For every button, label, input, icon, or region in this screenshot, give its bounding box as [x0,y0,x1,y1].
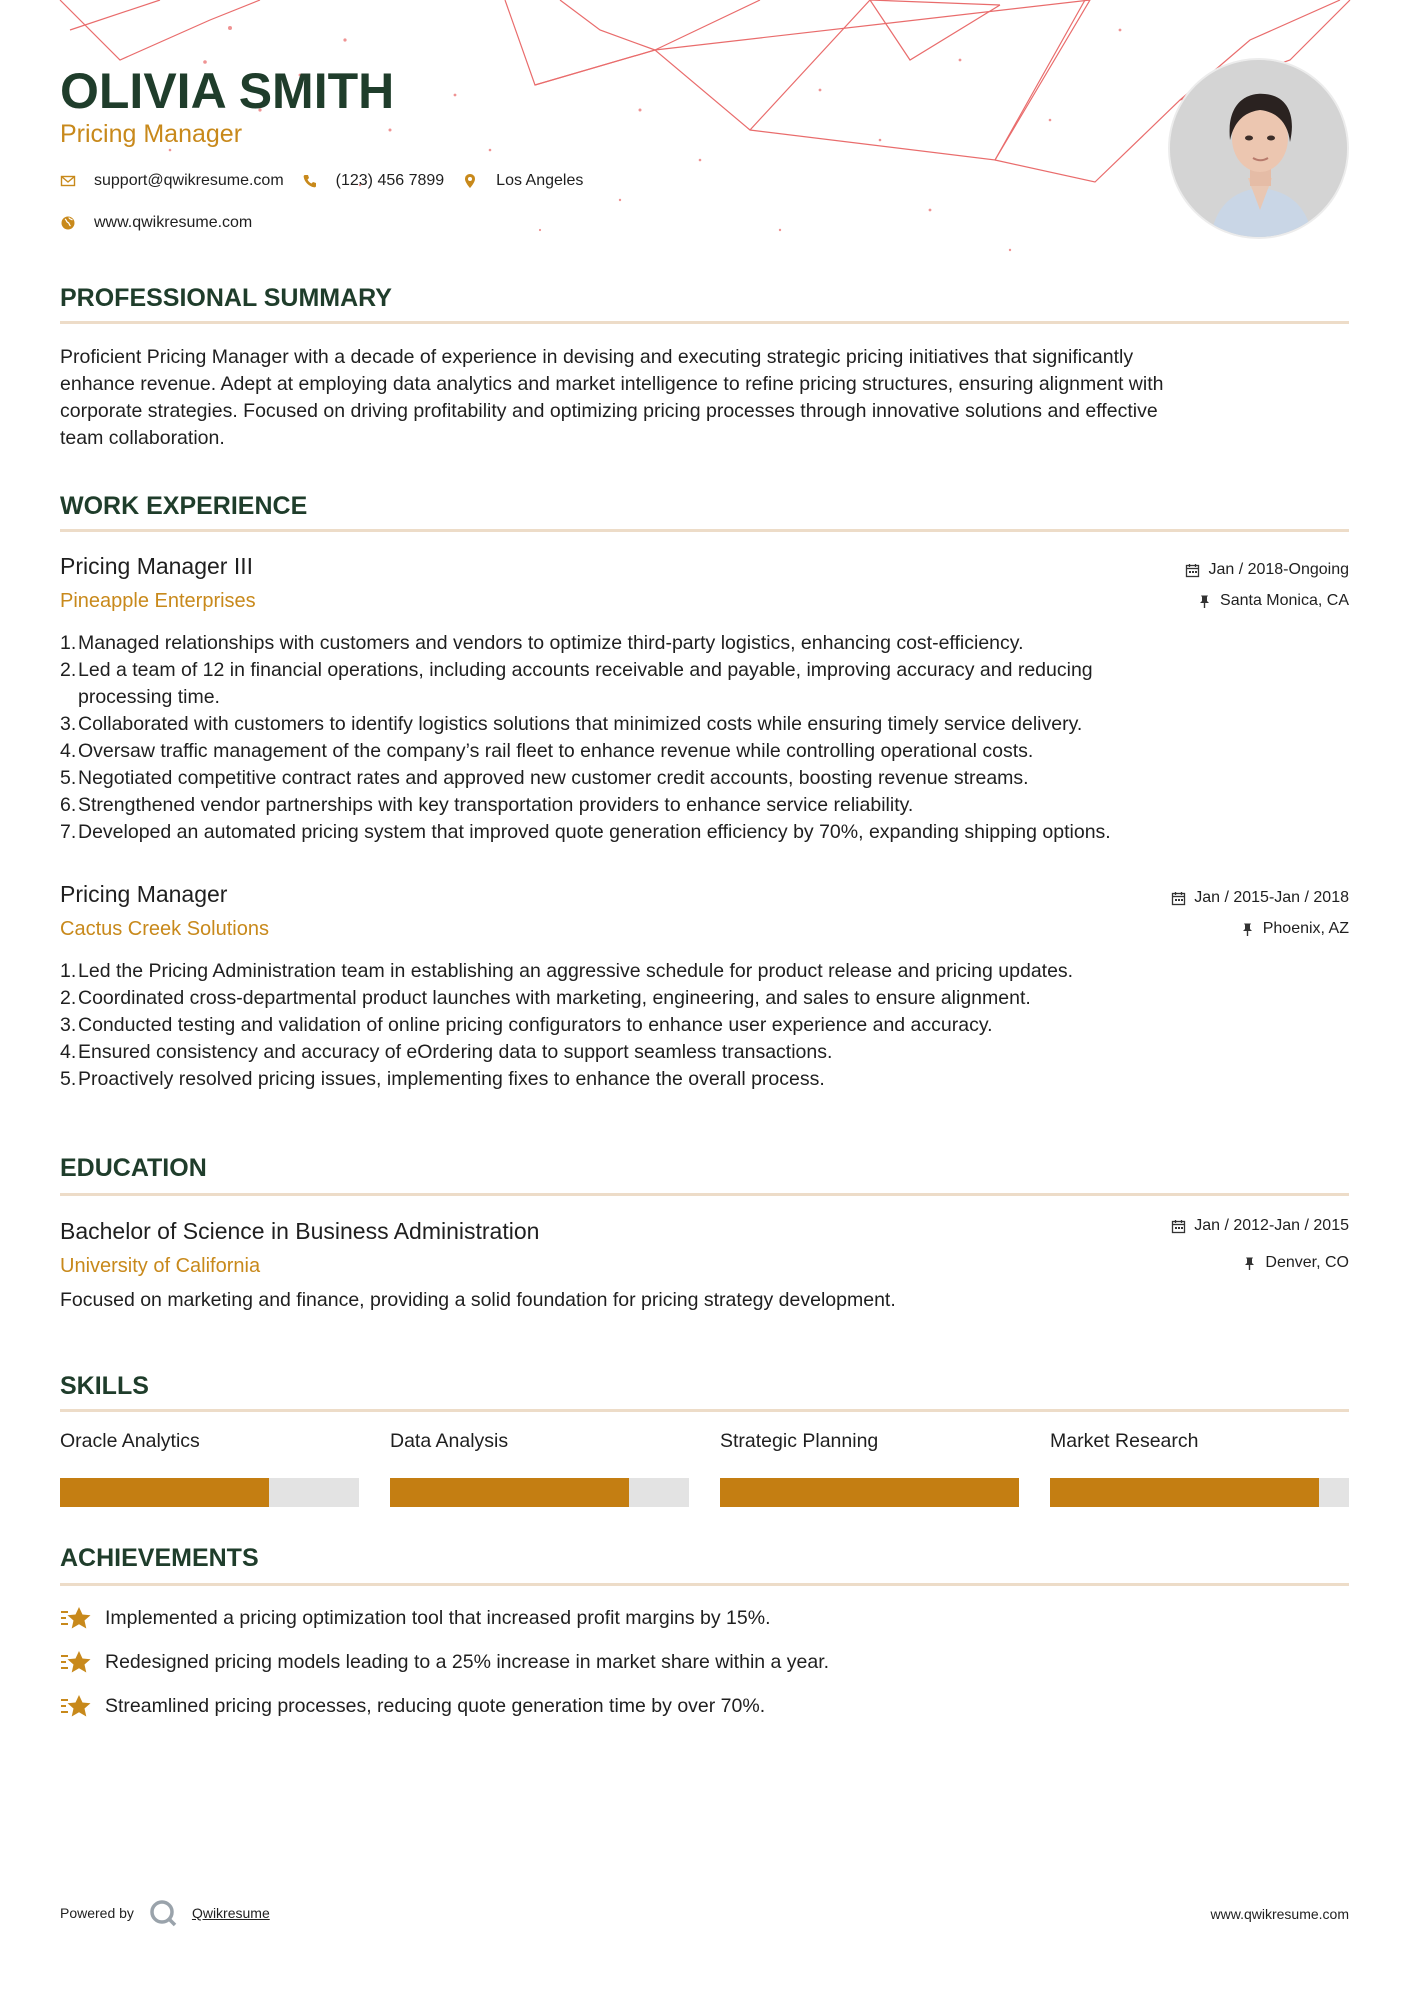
skill-name: Market Research [1050,1430,1199,1452]
list-number: 5. [60,767,77,789]
achievement-item [60,1648,829,1676]
list-text: Developed an automated pricing system that improved quote generation efficiency by 70%, expanding shipping options. [78,821,1111,843]
skill-name: Strategic Planning [720,1430,879,1452]
job-location-text: Phoenix, AZ [1262,920,1349,937]
pushpin-icon [1242,1256,1257,1271]
globe-icon [60,215,76,231]
qwikresume-logo-icon [148,1898,178,1928]
skill-bar-track [1050,1478,1349,1507]
summary-line: Proficient Pricing Manager with a decade of experience in devising and executing strategic pricing initiatives that significantly [60,346,1134,368]
job-location [1197,592,1349,610]
education-dates-text: Jan / 2012-Jan / 2015 [1194,1217,1349,1234]
list-number: 6. [60,794,77,816]
achievement-text: Implemented a pricing optimization tool that increased profit margins by 15%. [105,1606,771,1629]
degree-title: Bachelor of Science in Business Administration [60,1218,540,1244]
achievement-item [60,1604,771,1632]
job-title: Pricing Manager [60,881,228,907]
list-text: Coordinated cross-departmental product launches with marketing, engineering, and sales to ensure alignment. [78,987,1031,1009]
list-text: Negotiated competitive contract rates and approved new customer credit accounts, boosting revenue streams. [78,767,1029,789]
list-item [60,1012,1349,1039]
email-icon [60,173,76,189]
list-number: 1. [60,960,77,982]
list-text: Collaborated with customers to identify logistics solutions that minimized costs while ensuring timely service delivery. [78,713,1083,735]
education-location-text: Denver, CO [1265,1254,1349,1271]
company-name: Pineapple Enterprises [60,590,256,612]
list-item [60,765,1349,792]
education-heading: EDUCATION [60,1154,207,1182]
skill-bar-fill [390,1478,629,1507]
powered-by-label: Powered by [60,1905,134,1921]
star-badge-icon [60,1692,92,1720]
pushpin-icon [1240,922,1255,937]
list-number: 2. [60,659,77,681]
list-number: 5. [60,1068,77,1090]
achievements-divider [60,1583,1349,1586]
experience-divider [60,529,1349,532]
list-text: Strengthened vendor partnerships with key transportation providers to enhance service reliability. [78,794,914,816]
job-location [1240,920,1349,938]
pushpin-icon [1197,594,1212,609]
website-text: www.qwikresume.com [94,214,253,231]
list-item [60,819,1349,846]
summary-divider [60,321,1349,324]
profile-photo-illustration [1170,60,1349,239]
job-title: Pricing Manager III [60,553,254,579]
skill-bar-track [390,1478,689,1507]
list-item [60,1066,1349,1093]
phone-icon [302,173,318,189]
list-text: Managed relationships with customers and vendors to optimize third-party logistics, enhancing cost-efficiency. [78,632,1024,654]
experience-heading: WORK EXPERIENCE [60,492,308,520]
map-pin-icon [462,173,478,189]
calendar-icon [1185,563,1200,578]
list-item [60,711,1349,738]
skill-bar-fill [1050,1478,1319,1507]
job-location-text: Santa Monica, CA [1220,592,1349,609]
summary-text [60,344,1349,452]
job-dates [1185,561,1349,579]
achievements-heading: ACHIEVEMENTS [60,1544,259,1572]
list-number [60,684,78,711]
skills-divider [60,1409,1349,1412]
list-number: 1. [60,632,77,654]
email-text: support@qwikresume.com [94,172,284,189]
education-dates [1171,1217,1349,1235]
education-description: Focused on marketing and finance, providing a solid foundation for pricing strategy development. [60,1289,896,1311]
skill-name: Oracle Analytics [60,1430,200,1452]
skill-bar-track [720,1478,1019,1507]
achievement-text: Streamlined pricing processes, reducing quote generation time by over 70%. [105,1694,766,1717]
star-badge-icon [60,1604,92,1632]
footer-powered-by [60,1898,270,1928]
summary-line: enhance revenue. Adept at employing data analytics and market intelligence to refine pricing structures, ensuring alignment with [60,373,1164,395]
footer-website[interactable]: www.qwikresume.com [1210,1906,1349,1922]
list-text: Led the Pricing Administration team in establishing an aggressive schedule for product release and pricing updates. [78,960,1074,982]
phone-text: (123) 456 7899 [335,172,445,189]
list-number: 4. [60,1041,77,1063]
list-item [60,684,1349,711]
skill-bar-fill [60,1478,269,1507]
list-text: Conducted testing and validation of online pricing configurators to enhance user experience and accuracy. [78,1014,993,1036]
list-item [60,958,1349,985]
brand-link[interactable]: Qwikresume [191,1905,270,1921]
list-text: Proactively resolved pricing issues, implementing fixes to enhance the overall process. [78,1068,825,1090]
list-item [60,630,1349,657]
list-item [60,657,1349,684]
profile-photo [1168,58,1349,239]
education-divider [60,1193,1349,1196]
list-item [60,985,1349,1012]
skills-list [60,1430,1349,1507]
calendar-icon [1171,1219,1186,1234]
list-number: 2. [60,987,77,1009]
skills-heading: SKILLS [60,1372,149,1400]
candidate-role: Pricing Manager [60,120,243,148]
list-text: Led a team of 12 in financial operations, including accounts receivable and payable, improving accuracy and reducing [78,659,1093,681]
skill-bar-track [60,1478,359,1507]
skill-item [720,1430,1019,1507]
star-badge-icon [60,1648,92,1676]
job-dates [1171,889,1349,907]
job-bullets [60,958,1349,1093]
list-number: 4. [60,740,77,762]
skill-item [1050,1430,1349,1507]
candidate-name: OLIVIA SMITH [60,63,395,119]
job-dates-text: Jan / 2018-Ongoing [1208,561,1349,578]
contact-row-web [60,214,270,232]
skill-bar-fill [720,1478,1019,1507]
skill-item [390,1430,689,1507]
achievement-item [60,1692,765,1720]
contact-email[interactable] [60,172,284,190]
education-location [1242,1254,1349,1272]
achievement-text: Redesigned pricing models leading to a 25% increase in market share within a year. [105,1650,830,1673]
contact-row [60,172,601,190]
list-item [60,1039,1349,1066]
list-text: processing time. [78,686,220,708]
list-number: 3. [60,1014,77,1036]
list-number: 3. [60,713,77,735]
skill-name: Data Analysis [390,1430,509,1452]
summary-line: corporate strategies. Focused on driving profitability and optimizing pricing processes through innovative solutions and effective [60,400,1158,422]
list-text: Oversaw traffic management of the company’s rail fleet to enhance revenue while controlling operational costs. [78,740,1034,762]
school-name: University of California [60,1255,261,1277]
job-dates-text: Jan / 2015-Jan / 2018 [1194,889,1349,906]
list-item [60,792,1349,819]
list-text: Ensured consistency and accuracy of eOrdering data to support seamless transactions. [78,1041,833,1063]
summary-line: team collaboration. [60,427,225,449]
skill-item [60,1430,359,1507]
summary-heading: PROFESSIONAL SUMMARY [60,284,392,312]
calendar-icon [1171,891,1186,906]
job-bullets [60,630,1349,846]
contact-phone[interactable] [302,172,445,190]
contact-website[interactable] [60,214,252,232]
company-name: Cactus Creek Solutions [60,918,269,940]
location-text: Los Angeles [496,172,584,189]
contact-location [462,172,583,190]
list-number: 7. [60,821,77,843]
list-item [60,738,1349,765]
